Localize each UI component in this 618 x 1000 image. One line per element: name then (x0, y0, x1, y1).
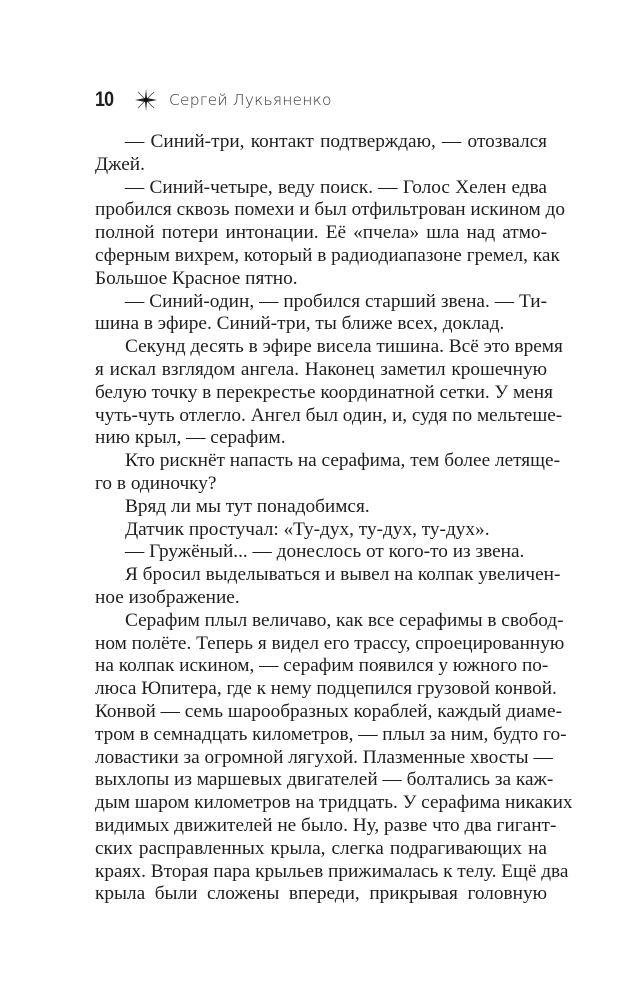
star-icon (133, 87, 159, 113)
text-line: го в одиночку? (95, 472, 217, 494)
text-line: ловастики за огромной лягухой. Плазменные хвосты — (95, 746, 553, 768)
text-line: выхлопы из маршевых двигателей — болтались за каж- (95, 769, 554, 791)
text-line: пробился сквозь помехи и был отфильтрован искином до (95, 199, 566, 221)
paragraph (95, 336, 563, 450)
text-line: ном полёте. Теперь я видел его трассу, спроецированную (95, 632, 565, 654)
text-line: Джей. (95, 153, 145, 175)
text-line: — Синий-три, контакт подтверждаю, — отозвался (125, 131, 547, 152)
paragraph (95, 176, 566, 291)
text-line: — Гружёный... — донеслось от кого-то из звена. (125, 541, 525, 563)
running-header (95, 86, 332, 114)
text-line: — Синий-четыре, веду поиск. — Голос Хелен едва (125, 176, 547, 198)
text-line: люса Юпитера, где к нему подцепился грузовой конвой. (95, 678, 557, 700)
text-line: нию крыл, — серафим. (95, 427, 286, 449)
text-line: Вряд ли мы тут понадобимся. (125, 495, 370, 517)
page-number: 10 (95, 88, 114, 111)
text-line: шина в эфире. Синий-три, ты ближе всех, доклад. (95, 313, 505, 335)
paragraph (95, 609, 573, 906)
text-line: ное изображение. (95, 586, 240, 608)
text-line: Я бросил выделываться и вывел на колпак увеличен- (125, 564, 561, 586)
body-text (95, 131, 573, 906)
paragraph (95, 291, 547, 337)
text-line: чуть-чуть отлегло. Ангел был один, и, судя по мельтеше- (95, 404, 563, 426)
text-line: на колпак искином, — серафим появился у южного по- (95, 655, 549, 677)
paragraph (95, 131, 547, 177)
text-line: — Синий-один, — пробился старший звена. — Ти- (125, 290, 547, 312)
text-line: тром в семнадцать километров, — плыл за ним, будто го- (95, 723, 567, 745)
author-name: Сергей Лукьяненко (169, 91, 332, 109)
text-line: крыла были сложены впереди, прикрывая головную (95, 883, 547, 905)
text-line: ских расправленных крыла, слегка подрагивающих на (95, 837, 547, 859)
text-line: видимых движителей не было. Ну, разве что два гигант- (95, 814, 557, 836)
text-line: Конвой — семь шарообразных кораблей, каждый диаме- (95, 700, 562, 722)
text-line: Секунд десять в эфире висела тишина. Всё это время (125, 336, 563, 358)
text-line: Датчик простучал: «Ту-дух, ту-дух, ту-дух». (125, 518, 490, 540)
paragraph (95, 541, 547, 564)
text-line: Серафим плыл величаво, как все серафимы в свобод- (125, 609, 564, 631)
paragraph (95, 519, 547, 542)
text-line: дым шаром километров на тридцать. У серафима никаких (95, 792, 573, 814)
text-line: белую точку в перекрестье координатной сетки. У меня (95, 381, 553, 403)
text-line: Кто рискнёт напасть на серафима, тем более летяще- (125, 450, 560, 472)
text-line: я искал взглядом ангела. Наконец заметил крошечную (95, 358, 547, 380)
text-line: Большое Красное пятно. (95, 267, 298, 289)
paragraph (95, 496, 547, 519)
paragraph (95, 564, 561, 610)
text-line: полной потери интонации. Её «пчела» шла над атмо- (95, 222, 547, 244)
text-line: краях. Вторая пара крыльев прижималась к телу. Ещё два (95, 860, 569, 882)
text-line: сферным вихрем, который в радиодиапазоне гремел, как (95, 244, 560, 266)
paragraph (95, 450, 560, 496)
